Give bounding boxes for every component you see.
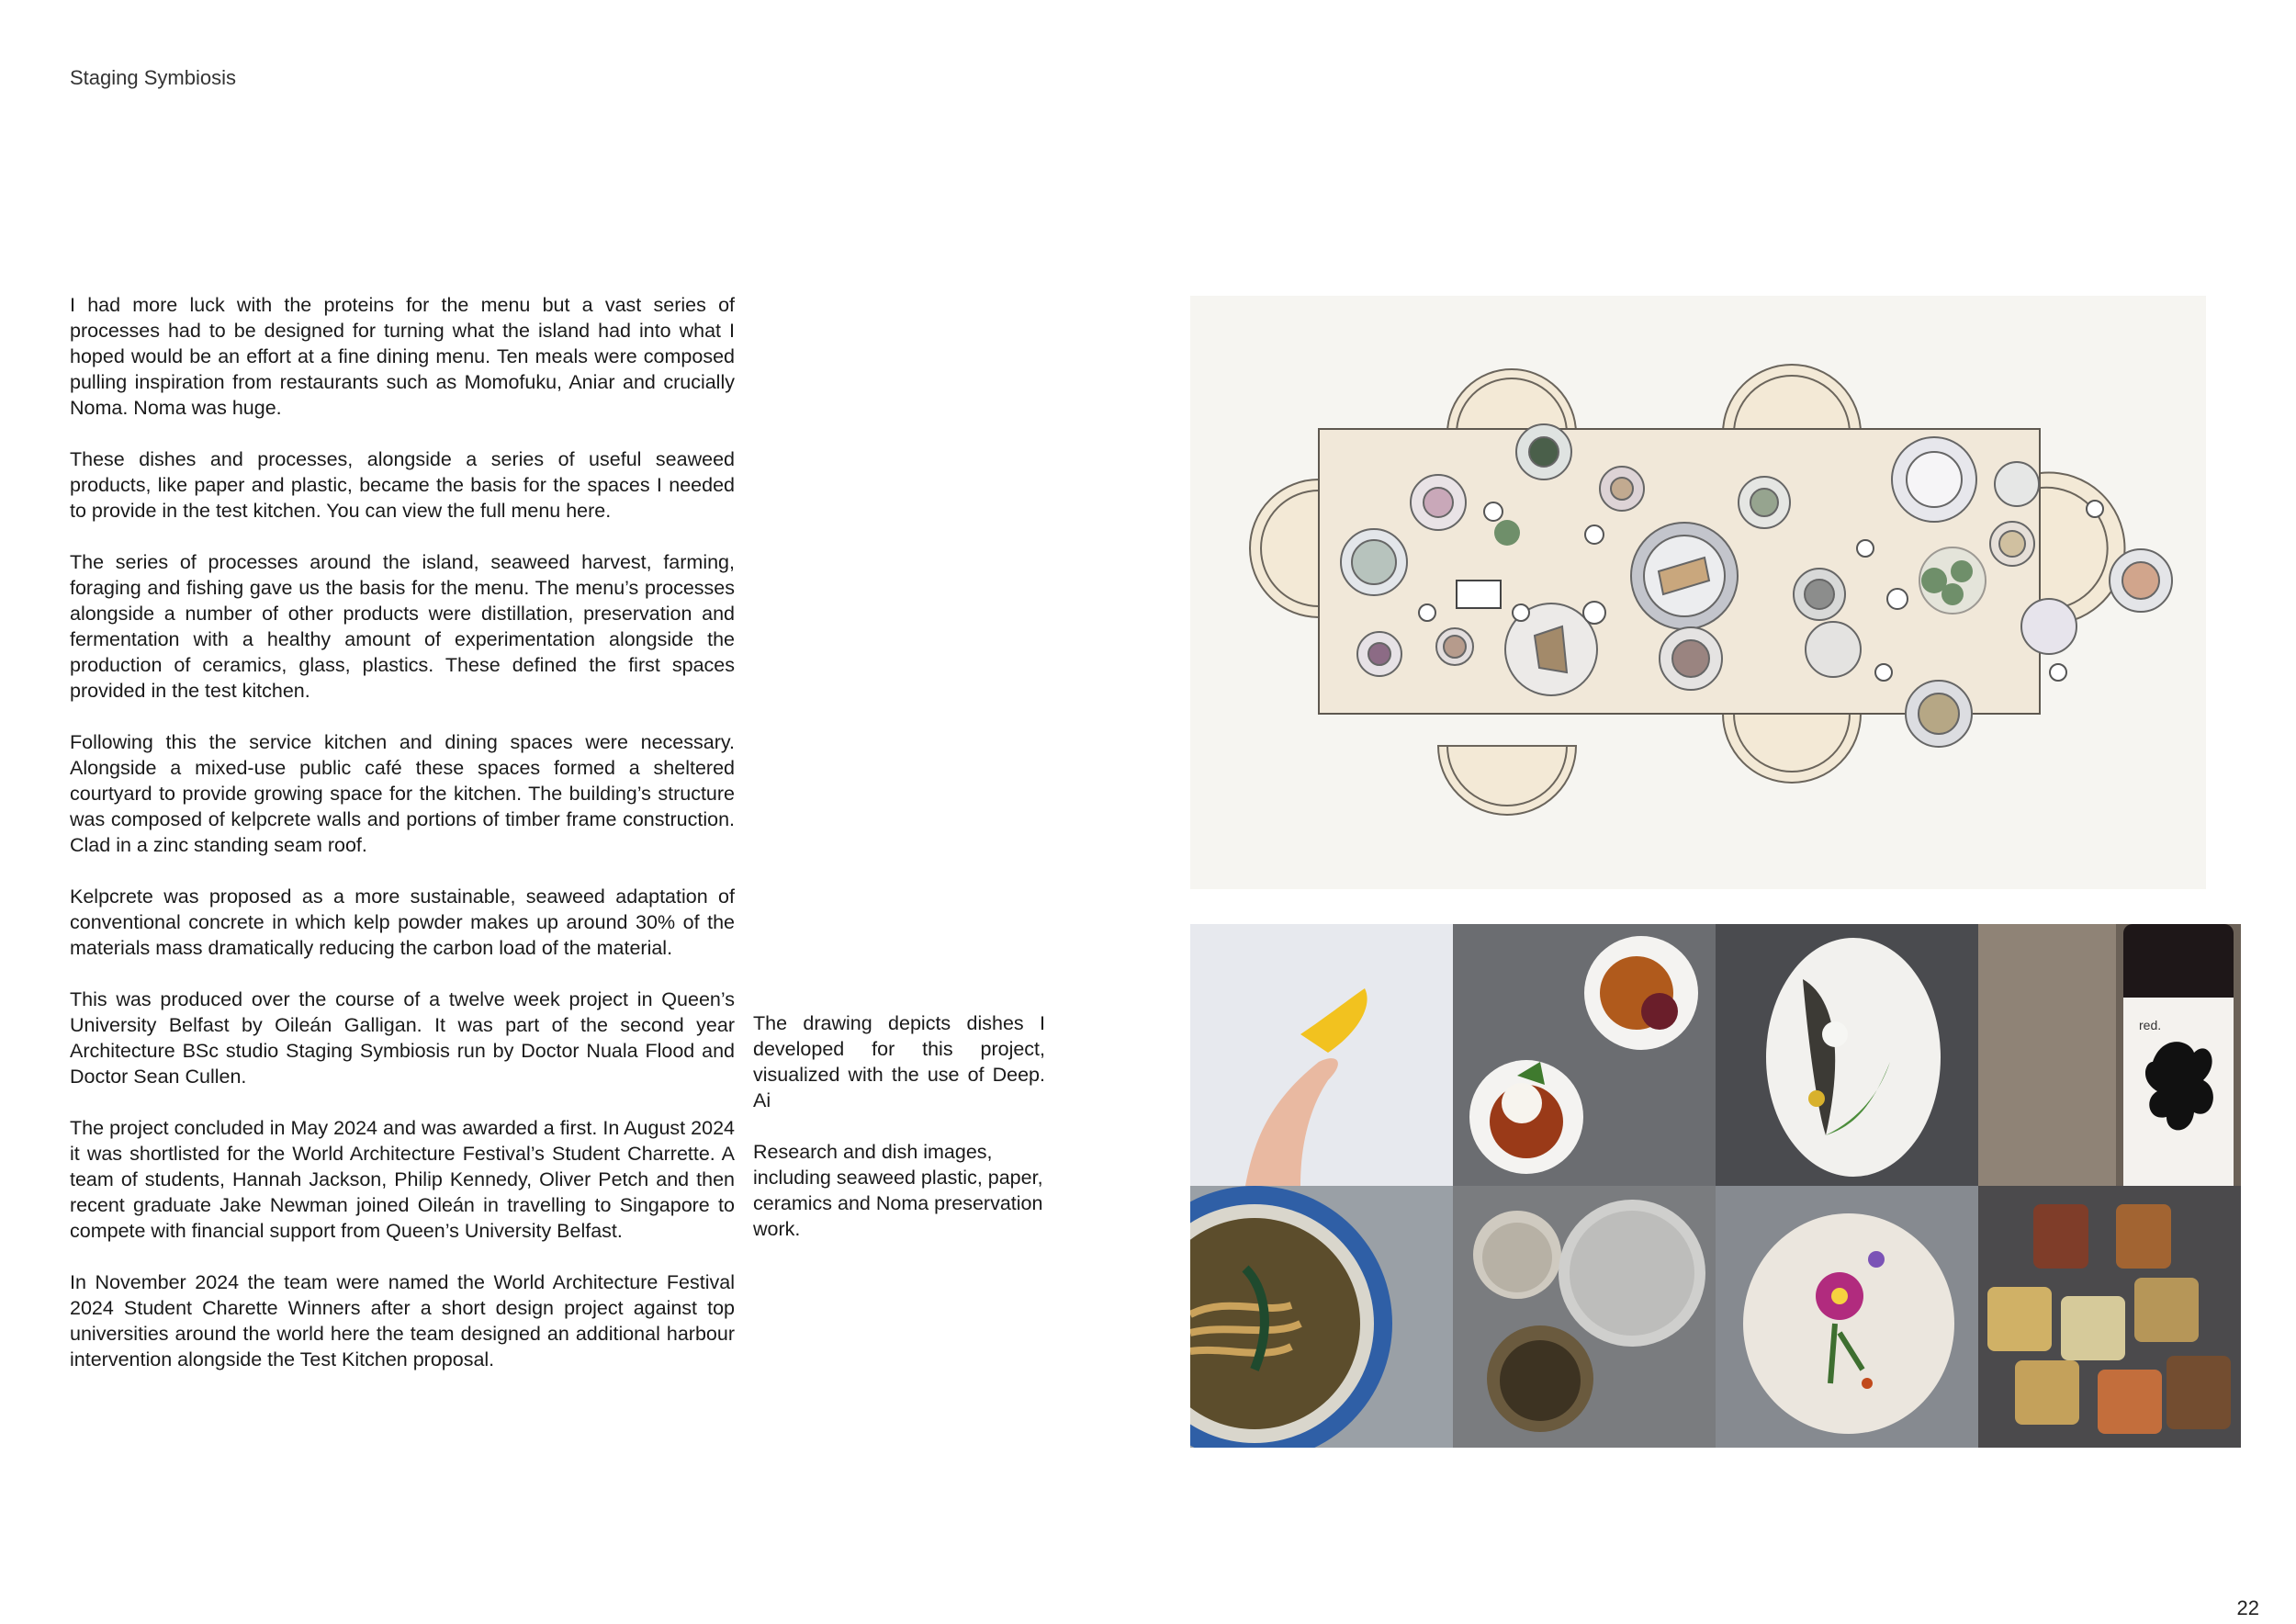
photo-dish-long-plate — [1716, 924, 1978, 1186]
caption-column — [753, 1010, 1045, 1268]
body-paragraph-5: Kelpcrete was proposed as a more sustainable, seaweed adaptation of conventional concrete in which kelp powder makes up around 30% of the materials mass dramatically reducing the carbon load of the material. — [70, 885, 735, 959]
running-header: Staging Symbiosis — [70, 66, 236, 89]
photo-dish-flower — [1716, 1186, 1978, 1448]
photo-wine-bottle — [1978, 924, 2241, 1186]
photo-seaweed-plastic — [1190, 924, 1453, 1186]
photo-dish-plates-sauce — [1453, 924, 1716, 1186]
photo-grid — [1190, 924, 2241, 1448]
body-paragraph-2: These dishes and processes, alongside a series of useful seaweed products, like paper and plastic, became the basis for the spaces I needed to provide in the test kitchen. You can view the full menu here. — [70, 448, 735, 522]
photo-noodle-bowl — [1190, 1186, 1453, 1448]
body-paragraph-3: The series of processes around the island, seaweed harvest, farming, foraging and fishing gave us the basis for the menu. The menu’s processes alongside a number of other products were distillation, preservation and fermentation with a healthy amount of experimentation alongside the production of ceramics, glass, plastics. These defined the first spaces provided in the test kitchen. — [70, 551, 735, 702]
body-paragraph-6: This was produced over the course of a twelve week project in Queen’s University Belfast by Oileán Galligan. It was part of the second year Architecture BSc studio Staging Symbiosis run by Doctor Nuala Flood and Doctor Sean Cullen. — [70, 988, 735, 1088]
body-paragraph-8: In November 2024 the team were named the World Architecture Festival 2024 Student Charette Winners after a short design project against top universities around the world here the team designed an additional harbour intervention alongside the Test Kitchen proposal. — [70, 1271, 735, 1370]
body-text-column — [70, 292, 735, 1398]
body-paragraph-4: Following this the service kitchen and dining spaces were necessary. Alongside a mixed-use public café these spaces formed a sheltered courtyard to provide growing space for the kitchen. The building’s structure was composed of kelpcrete walls and portions of timber frame construction. Clad in a zinc standing seam roof. — [70, 731, 735, 856]
drawing-caption: The drawing depicts dishes I developed for this project, visualized with the use of Deep. Ai — [753, 1012, 1045, 1111]
table-plan-illustration — [1190, 296, 2206, 889]
body-paragraph-1: I had more luck with the proteins for the menu but a vast series of processes had to be designed for turning what the island had into what I hoped would be an effort at a fine dining menu. Ten meals were composed pulling inspiration from restaurants such as Momofuku, Aniar and crucially Noma. Noma was huge. — [70, 294, 735, 419]
photos-caption: Research and dish images, including seaweed plastic, paper, ceramics and Noma preservation work. — [753, 1141, 1043, 1240]
body-paragraph-7: The project concluded in May 2024 and was awarded a first. In August 2024 it was shortlisted for the World Architecture Festival’s Student Charrette. A team of students, Hannah Jackson, Philip Kennedy, Oliver Petch and then recent graduate Jake Newman joined Oileán in travelling to Singapore to compete with financial support from Queen’s University Belfast. — [70, 1117, 735, 1242]
page-number: 22 — [2236, 1596, 2259, 1619]
bottle-label-text: red. — [2139, 1018, 2162, 1032]
photo-ceramics — [1453, 1186, 1716, 1448]
photo-preservation-jars — [1978, 1186, 2241, 1448]
table-plan-drawing — [1190, 296, 2206, 889]
